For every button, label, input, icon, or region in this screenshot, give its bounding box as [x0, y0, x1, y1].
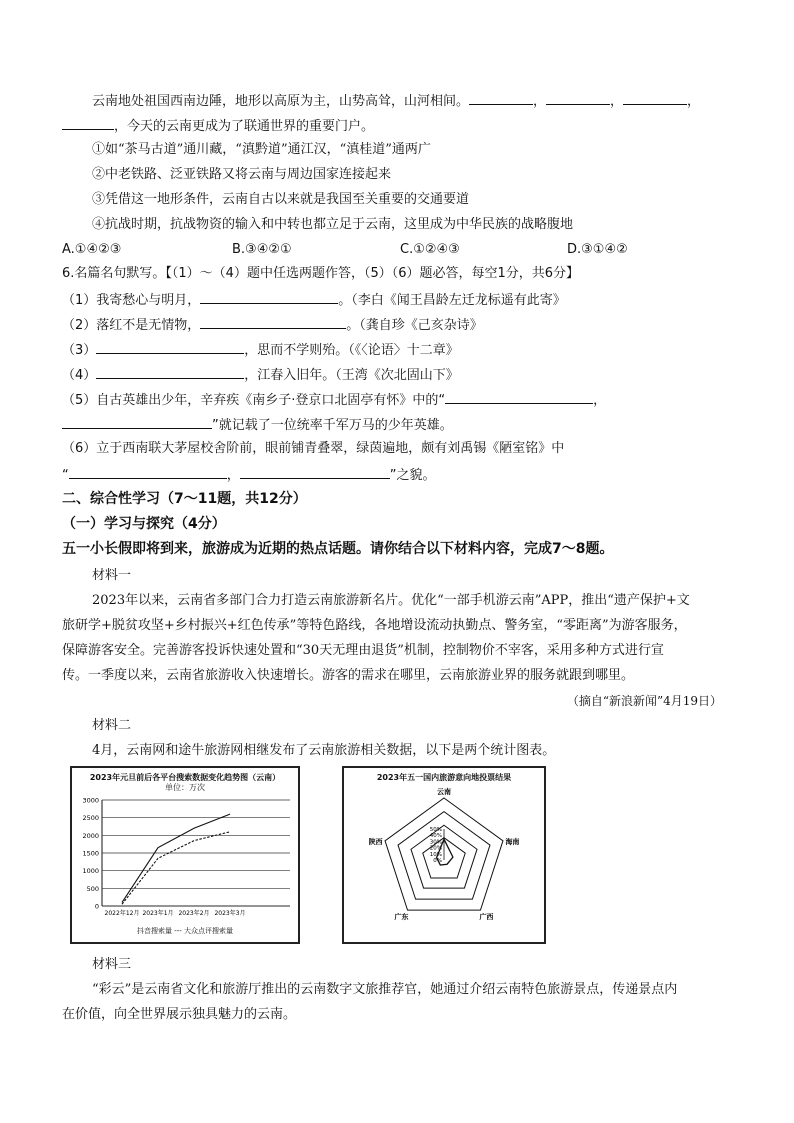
- answer-blank[interactable]: [623, 90, 687, 105]
- x-tick-label: 2023年2月: [178, 910, 210, 917]
- q5-stem-cont: ，今天的云南更成为了联通世界的重要门户。: [62, 115, 374, 137]
- q5-stem: 云南地处祖国西南边陲，地形以高原为主，山势高耸，山河相间。 ， ， ，: [92, 90, 700, 112]
- answer-blank[interactable]: [445, 389, 593, 404]
- y-tick-label: 2000: [82, 831, 99, 840]
- material-1-text: 2023年以来，云南省多部门合力打造云南旅游新名片。优化“一部手机游云南”APP，推出“遗产保护+文: [92, 593, 690, 608]
- radar-axis-label: 广东: [394, 913, 409, 922]
- q5-options: [62, 240, 722, 260]
- q6-title: 6.名篇名句默写。【（1）～（4）题中任选两题作答，（5）（6）题必答，每空1分，共6分】: [62, 266, 580, 281]
- q6-line-6-cont: “ ， ”之貌。: [62, 464, 436, 486]
- option-d[interactable]: D.③①④②: [567, 242, 628, 257]
- radar-tick-label: 10%: [429, 851, 442, 858]
- material-1-text: 保障游客安全。完善游客投诉快速处置和“30天无理由退货”机制，控制物价不宰客，采用多种方式进行宣: [62, 643, 664, 658]
- answer-blank[interactable]: [469, 90, 533, 105]
- option-a[interactable]: A.①④②③: [62, 242, 122, 257]
- line-chart-legend: 抖音搜索量 --- 大众点评搜索量: [136, 927, 234, 935]
- q6-line-5-cont: ”就记载了一位统率千军万马的少年英雄。: [62, 414, 453, 436]
- answer-blank[interactable]: [200, 314, 346, 329]
- material-3-text: “彩云”是云南省文化和旅游厅推出的云南数字文旅推荐官，她通过介绍云南特色旅游景点，传递景点内: [92, 982, 678, 997]
- y-tick-label: 2500: [82, 814, 99, 823]
- q6-line-6: （6）立于西南联大茅屋校舍阶前，眼前铺青叠翠，绿茵遍地，颇有刘禹锡《陋室铭》中: [62, 441, 565, 456]
- answer-blank[interactable]: [96, 364, 244, 379]
- option-b[interactable]: B.③④②①: [232, 242, 292, 257]
- radar-chart-title: 2023年五一国内旅游意向地投票结果: [376, 773, 512, 782]
- q6-line-1: （1）我寄愁心与明月， 。（李白《闻王昌龄左迁龙标遥有此寄》: [62, 289, 566, 311]
- q5-item: ④抗战时期，抗战物资的输入和中转也都立足于云南，这里成为中华民族的战略腹地: [92, 217, 574, 232]
- radar-axis-label: 陕西: [368, 837, 383, 846]
- material-3-label: 材料三: [92, 957, 132, 972]
- radar-tick-label: 50%: [429, 827, 442, 833]
- material-1-text: 传。一季度以来，云南省旅游收入快速增长。游客的需求在哪里，云南旅游业界的服务就跟到哪里。: [62, 668, 635, 683]
- x-tick-label: 2022年12月: [104, 910, 140, 917]
- radar-tick-label: 20%: [429, 845, 442, 852]
- series-line-1: [122, 814, 230, 902]
- answer-blank[interactable]: [62, 115, 114, 130]
- y-tick-label: 500: [86, 884, 99, 893]
- option-c[interactable]: C.①②④③: [400, 242, 460, 257]
- answer-blank[interactable]: [62, 414, 212, 429]
- q5-item: ③凭借这一地形条件，云南自古以来就是我国至关重要的交通要道: [92, 192, 470, 207]
- q6-line-4: （4） ，江春入旧年。（王湾《次北固山下》: [62, 364, 459, 386]
- y-tick-label: 1000: [82, 867, 99, 876]
- subsection-title: （一）学习与探究（4分）: [62, 516, 226, 532]
- material-2-text: 4月，云南网和途牛旅游网相继发布了云南旅游相关数据，以下是两个统计图表。: [92, 743, 556, 758]
- x-tick-label: 2023年1月: [142, 910, 174, 917]
- answer-blank[interactable]: [240, 464, 390, 479]
- radar-axis-label: 海南: [505, 837, 520, 846]
- line-chart-title: 2023年元旦前后各平台搜索数据变化趋势图（云南）: [89, 773, 281, 782]
- line-chart-figure: [70, 766, 300, 944]
- q5-item: ①如“茶马古道”通川藏，“滇黔道”通江汉，“滇桂道”通两广: [92, 142, 431, 157]
- material-1-source: （摘自“新浪新闻”4月19日）: [566, 694, 722, 708]
- series-line-2: [122, 832, 230, 904]
- radar-tick-label: 40%: [429, 833, 442, 840]
- answer-blank[interactable]: [200, 289, 338, 304]
- radar-axis-label: 云南: [437, 788, 451, 796]
- answer-blank[interactable]: [69, 464, 227, 479]
- radar-tick-label: 30%: [429, 839, 442, 846]
- q5-item: ②中老铁路、泛亚铁路又将云南与周边国家连接起来: [92, 167, 392, 182]
- y-tick-label: 0: [94, 902, 99, 911]
- y-tick-label: 3000: [82, 796, 99, 805]
- x-tick-label: 2023年3月: [214, 910, 246, 917]
- material-1-text: 旅研学+脱贫攻坚+乡村振兴+红色传承”等特色路线，各地增设流动执勤点、警务室，“零距离”为游客服务，: [62, 618, 687, 633]
- line-chart-subtitle: 单位：万次: [165, 783, 205, 792]
- radar-chart: [344, 782, 544, 942]
- answer-blank[interactable]: [96, 339, 244, 354]
- radar-tick-label: 0%: [433, 858, 442, 864]
- q6-line-3: （3） ，思而不学则殆。（《〈论语〉十二章》: [62, 339, 459, 361]
- q6-line-2: （2）落红不是无情物， 。（龚自珍《己亥杂诗》: [62, 314, 483, 336]
- radar-chart-figure: [342, 766, 546, 944]
- answer-blank[interactable]: [546, 90, 610, 105]
- section-intro: 五一小长假即将到来，旅游成为近期的热点话题。请你结合以下材料内容，完成7～8题。: [62, 541, 614, 557]
- material-2-label: 材料二: [92, 718, 132, 733]
- material-1-label: 材料一: [92, 568, 132, 583]
- q6-line-5: （5）自古英雄出少年，辛弃疾《南乡子·登京口北固亭有怀》中的“ ，: [62, 389, 606, 411]
- material-3-text: 在价值，向全世界展示独具魅力的云南。: [62, 1007, 297, 1022]
- section-title: 二、综合性学习（7～11题，共12分）: [62, 491, 307, 507]
- line-chart: [72, 792, 298, 942]
- radar-axis-label: 广西: [479, 913, 494, 922]
- y-tick-label: 1500: [82, 849, 99, 858]
